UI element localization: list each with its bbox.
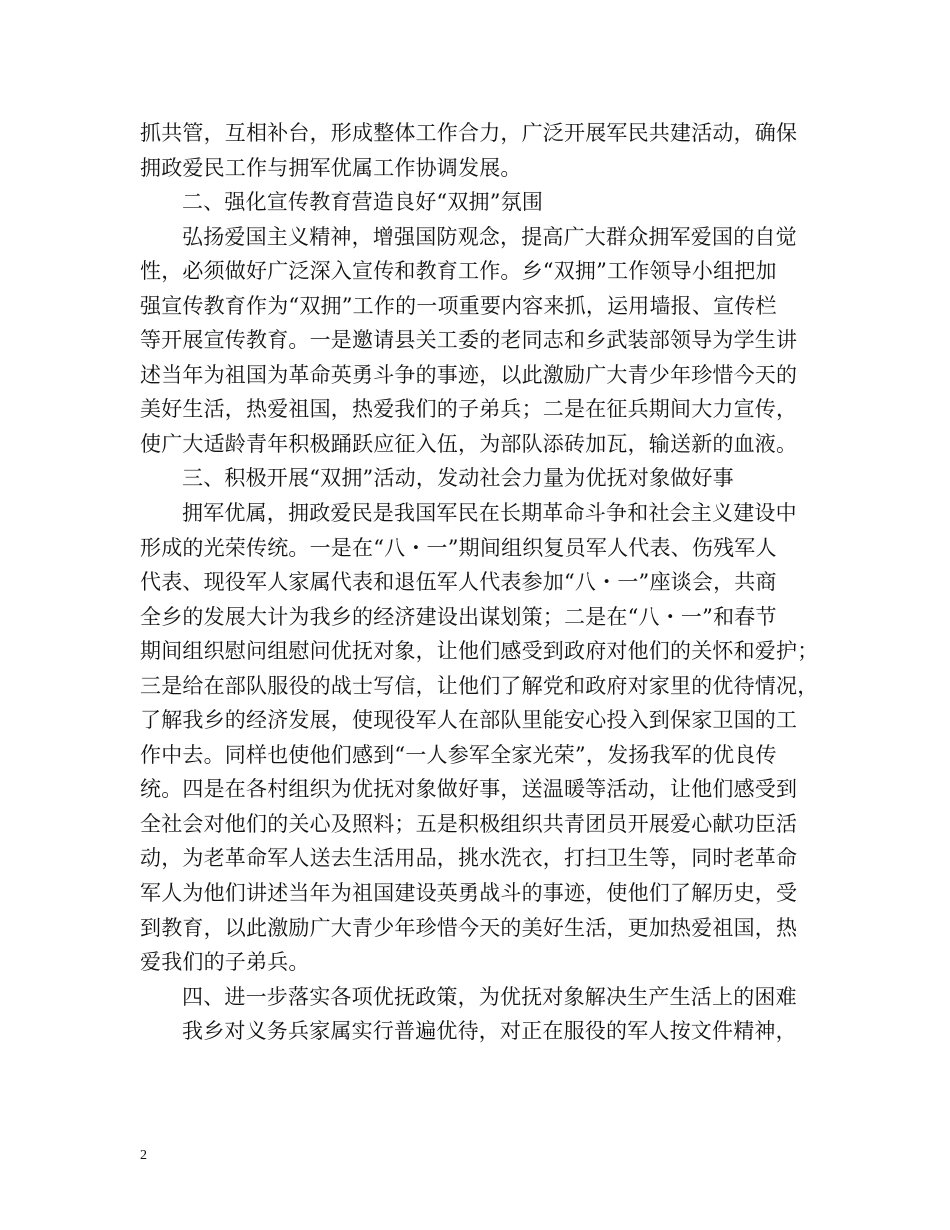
paragraph-line: 三是给在部队服役的战士写信，让他们了解党和政府对家里的优待情况， bbox=[140, 673, 819, 698]
page-number: 2 bbox=[140, 1148, 147, 1163]
paragraph-line: 述当年为祖国为革命英勇斗争的事迹，以此激励广大青少年珍惜今天的 bbox=[140, 362, 798, 387]
paragraph-line: 我乡对义务兵家属实行普遍优待，对正在服役的军人按文件精神， bbox=[182, 1019, 797, 1044]
paragraph-line: 美好生活，热爱祖国，热爱我们的子弟兵；二是在征兵期间大力宣传， bbox=[140, 397, 798, 422]
paragraph-line: 抓共管，互相补台，形成整体工作合力，广泛开展军民共建活动，确保 bbox=[140, 121, 798, 145]
paragraph-line: 期间组织慰问组慰问优抚对象，让他们感受到政府对他们的关怀和爱护； bbox=[140, 639, 819, 664]
paragraph-line: 性，必须做好广泛深入宣传和教育工作。乡“双拥”工作领导小组把加 bbox=[140, 259, 777, 284]
paragraph-line: 形成的光荣传统。一是在“八・一”期间组织复员军人代表、伤残军人 bbox=[140, 535, 777, 560]
paragraph-line: 代表、现役军人家属代表和退伍军人代表参加“八・一”座谈会，共商 bbox=[140, 570, 777, 595]
paragraph-line: 使广大适龄青年积极踊跃应征入伍，为部队添砖加瓦，输送新的血液。 bbox=[140, 431, 798, 456]
paragraph-line: 强宣传教育作为“双拥”工作的一项重要内容来抓，运用墙报、宣传栏 bbox=[140, 293, 777, 318]
paragraph-line: 拥军优属，拥政爱民是我国军民在长期革命斗争和社会主义建设中 bbox=[182, 501, 797, 526]
paragraph-line: 作中去。同样也使他们感到“一人参军全家光荣”，发扬我军的优良传 bbox=[140, 742, 777, 767]
paragraph-line: 爱我们的子弟兵。 bbox=[140, 950, 310, 975]
section-heading: 三、积极开展“双拥”活动，发动社会力量为优抚对象做好事 bbox=[182, 466, 734, 491]
paragraph-line: 军人为他们讲述当年为祖国建设英勇战斗的事迹，使他们了解历史，受 bbox=[140, 881, 798, 906]
body-text bbox=[140, 116, 820, 1049]
paragraph-line: 统。四是在各村组织为优抚对象做好事，送温暖等活动，让他们感受到 bbox=[140, 777, 798, 802]
paragraph-line: 拥政爱民工作与拥军优属工作协调发展。 bbox=[140, 155, 522, 180]
paragraph-line: 了解我乡的经济发展，使现役军人在部队里能安心投入到保家卫国的工 bbox=[140, 708, 798, 733]
paragraph-line: 全社会对他们的关心及照料；五是积极组织共青团员开展爱心献功臣活 bbox=[140, 811, 798, 836]
paragraph-line: 弘扬爱国主义精神，增强国防观念，提高广大群众拥军爱国的自觉 bbox=[182, 224, 797, 249]
paragraph-line: 全乡的发展大计为我乡的经济建设出谋划策；二是在“八・一”和春节 bbox=[140, 604, 777, 629]
paragraph-line: 动，为老革命军人送去生活用品，挑水洗衣，打扫卫生等，同时老革命 bbox=[140, 846, 798, 871]
section-heading: 四、进一步落实各项优抚政策，为优抚对象解决生产生活上的困难 bbox=[182, 984, 797, 1009]
section-heading: 二、强化宣传教育营造良好“双拥”氛围 bbox=[182, 190, 544, 215]
paragraph-line: 等开展宣传教育。一是邀请县关工委的老同志和乡武装部领导为学生讲 bbox=[140, 328, 798, 353]
paragraph-line: 到教育，以此激励广大青少年珍惜今天的美好生活，更加热爱祖国，热 bbox=[140, 915, 798, 940]
